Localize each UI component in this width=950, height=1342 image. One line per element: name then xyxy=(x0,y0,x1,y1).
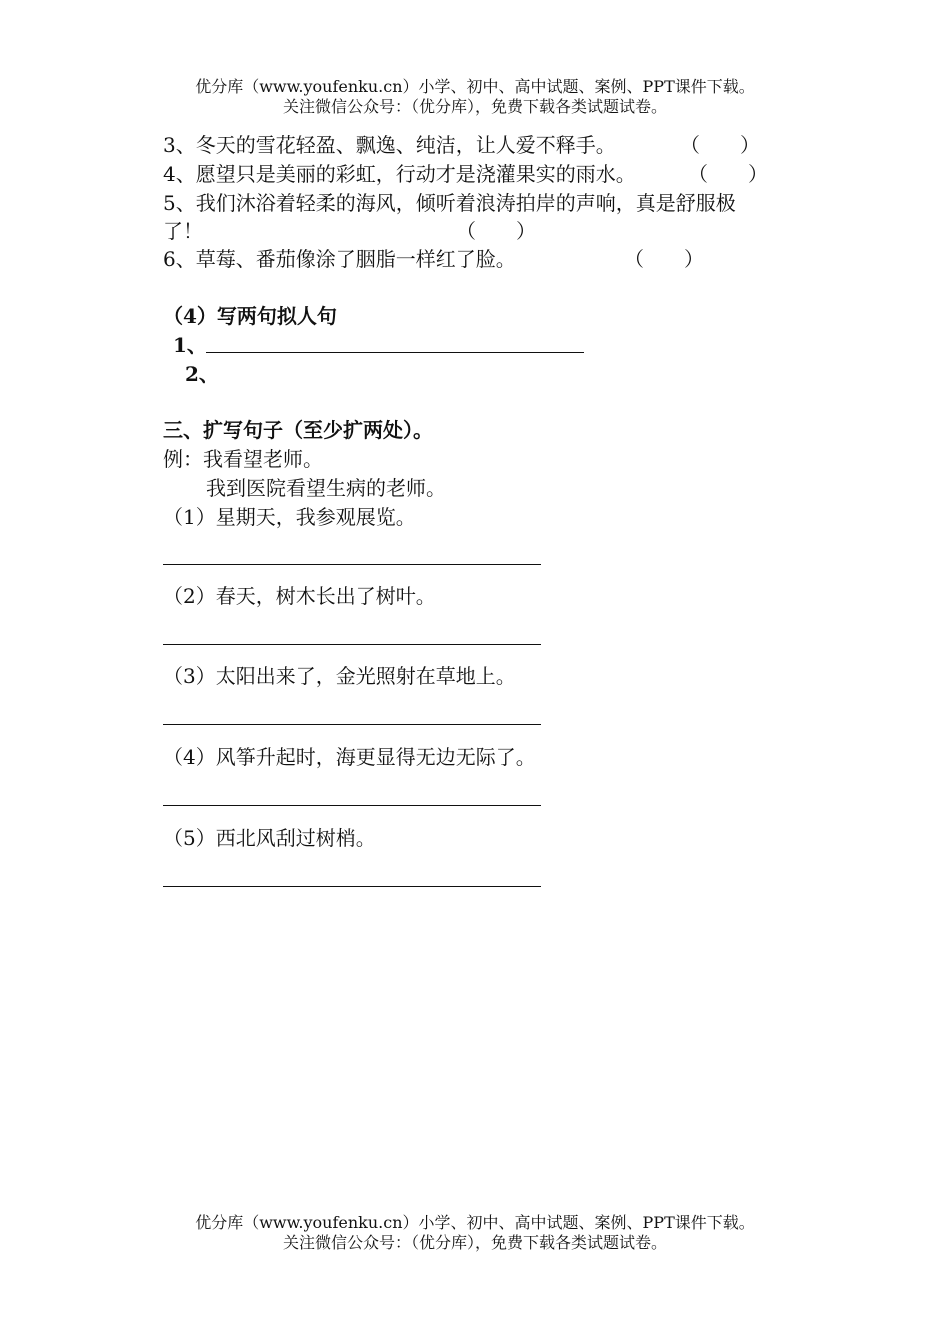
personification-item-2: 2、 xyxy=(185,362,219,386)
answer-line-4[interactable] xyxy=(163,805,541,806)
rhetoric-item-5-continued: 了！ xyxy=(163,219,203,243)
answer-line-3[interactable] xyxy=(163,724,541,725)
header-line-2: 关注微信公众号：（优分库），免费下载各类试题试卷。 xyxy=(282,97,667,116)
answer-paren-3: （ ） xyxy=(680,133,760,157)
personification-title: （4）写两句拟人句 xyxy=(163,304,337,328)
expand-question-5: （5）西北风刮过树梢。 xyxy=(163,826,376,850)
rhetoric-item-6: 6、草莓、番茄像涂了胭脂一样红了脸。 xyxy=(163,247,516,271)
answer-line-2[interactable] xyxy=(163,644,541,645)
personification-item-1: 1、 xyxy=(173,333,207,357)
rhetoric-item-3: 3、冬天的雪花轻盈、飘逸、纯洁，让人爱不释手。 xyxy=(163,133,616,157)
footer-line-1: 优分库（www.youfenku.cn）小学、初中、高中试题、案例、PPT课件下载。 xyxy=(195,1213,755,1232)
expand-question-2: （2）春天，树木长出了树叶。 xyxy=(163,584,436,608)
answer-line-1[interactable] xyxy=(163,564,541,565)
rhetoric-item-4: 4、愿望只是美丽的彩虹，行动才是浇灌果实的雨水。 xyxy=(163,162,636,186)
header-line-1: 优分库（www.youfenku.cn）小学、初中、高中试题、案例、PPT课件下载。 xyxy=(195,77,755,96)
expand-question-3: （3）太阳出来了，金光照射在草地上。 xyxy=(163,664,516,688)
footer-line-2: 关注微信公众号：（优分库），免费下载各类试题试卷。 xyxy=(282,1233,667,1252)
expand-question-4: （4）风筝升起时，海更显得无边无际了。 xyxy=(163,745,536,769)
answer-line-personification-1[interactable] xyxy=(206,352,584,353)
answer-paren-4: （ ） xyxy=(688,162,768,186)
example-sentence: 例：我看望老师。 xyxy=(163,447,323,471)
answer-line-5[interactable] xyxy=(163,886,541,887)
answer-paren-6: （ ） xyxy=(624,247,704,271)
expand-question-1: （1）星期天，我参观展览。 xyxy=(163,505,416,529)
expand-section-title: 三、扩写句子（至少扩两处）。 xyxy=(163,418,433,442)
example-answer: 我到医院看望生病的老师。 xyxy=(206,476,446,500)
rhetoric-item-5: 5、我们沐浴着轻柔的海风，倾听着浪涛拍岸的声响，真是舒服极 xyxy=(163,191,736,215)
answer-paren-5: （ ） xyxy=(456,219,536,243)
